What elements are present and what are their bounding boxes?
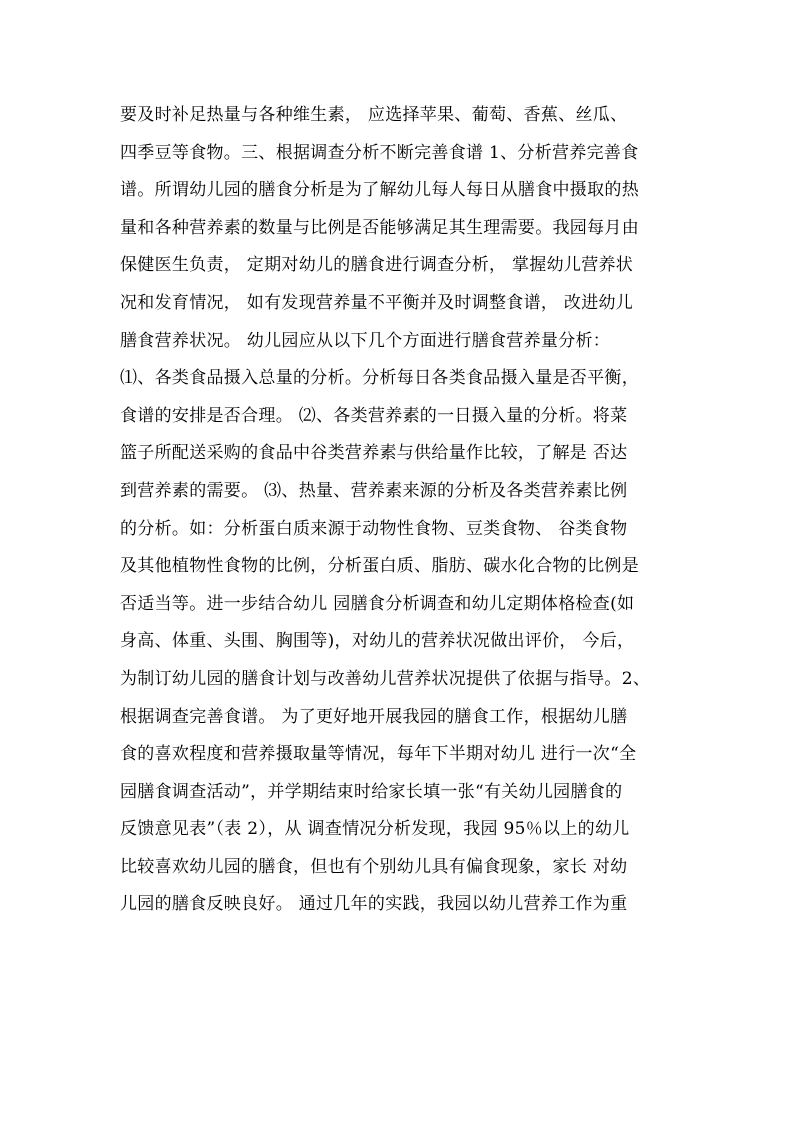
text-line: 要及时补足热量与各种维生素， 应选择苹果、葡萄、香蕉、丝瓜、: [120, 105, 628, 125]
text-line: 四季豆等食物。三、根据调查分析不断完善食谱 1、分析营养完善食: [120, 142, 639, 163]
text-line: 否适当等。进一步结合幼儿 园膳食分析调查和幼儿定期体格检查(如: [120, 593, 635, 614]
text-line: 园膳食调查活动”，并学期结束时给家长填一张“有关幼儿园膳食的: [120, 781, 623, 802]
text-line: 到营养素的需要。 ⑶、热量、营养素来源的分析及各类营养素比例: [120, 480, 628, 501]
text-line: 比较喜欢幼儿园的膳食，但也有个别幼儿具有偏食现象，家长 对幼: [120, 856, 628, 877]
text-line: 根据调查完善食谱。 为了更好地开展我园的膳食工作，根据幼儿膳: [120, 706, 628, 727]
text-line: 谱。所谓幼儿园的膳食分析是为了解幼儿每人每日从膳食中摄取的热: [120, 180, 639, 201]
text-line: 量和各种营养素的数量与比例是否能够满足其生理需要。我园每月由: [120, 217, 639, 238]
text-line: 况和发育情况， 如有发现营养量不平衡并及时调整食谱， 改进幼儿: [120, 292, 634, 313]
text-line: 反馈意见表”（表 2），从 调查情况分析发现，我园 95％以上的幼儿: [120, 819, 630, 840]
text-line: 及其他植物性食物的比例，分析蛋白质、脂肪、碳水化合物的比例是: [120, 556, 639, 577]
text-line: 为制订幼儿园的膳食计划与改善幼儿营养状况提供了依据与指导。2、: [120, 668, 651, 689]
text-line: 食谱的安排是否合理。 ⑵、各类营养素的一日摄入量的分析。将菜: [120, 405, 628, 426]
text-line: 食的喜欢程度和营养摄取量等情况，每年下半期对幼儿 进行一次“全: [120, 744, 637, 765]
text-line: ⑴、各类食品摄入总量的分析。分析每日各类食品摄入量是否平衡，: [120, 368, 639, 389]
body-text: [120, 97, 680, 924]
text-line: 篮子所配送采购的食品中谷类营养素与供给量作比较，了解是 否达: [120, 443, 628, 464]
text-line: 身高、体重、头围、胸围等)，对幼儿的营养状况做出评价， 今后，: [120, 631, 635, 652]
text-line: 保健医生负责， 定期对幼儿的膳食进行调查分析， 掌握幼儿营养状: [120, 255, 634, 276]
text-line: 膳食营养状况。 幼儿园应从以下几个方面进行膳食营养量分析：: [120, 330, 611, 351]
text-line: 的分析。如：分析蛋白质来源于动物性食物、豆类食物、 谷类食物: [120, 518, 628, 539]
text-line: 儿园的膳食反映良好。 通过几年的实践，我园以幼儿营养工作为重: [120, 894, 628, 915]
